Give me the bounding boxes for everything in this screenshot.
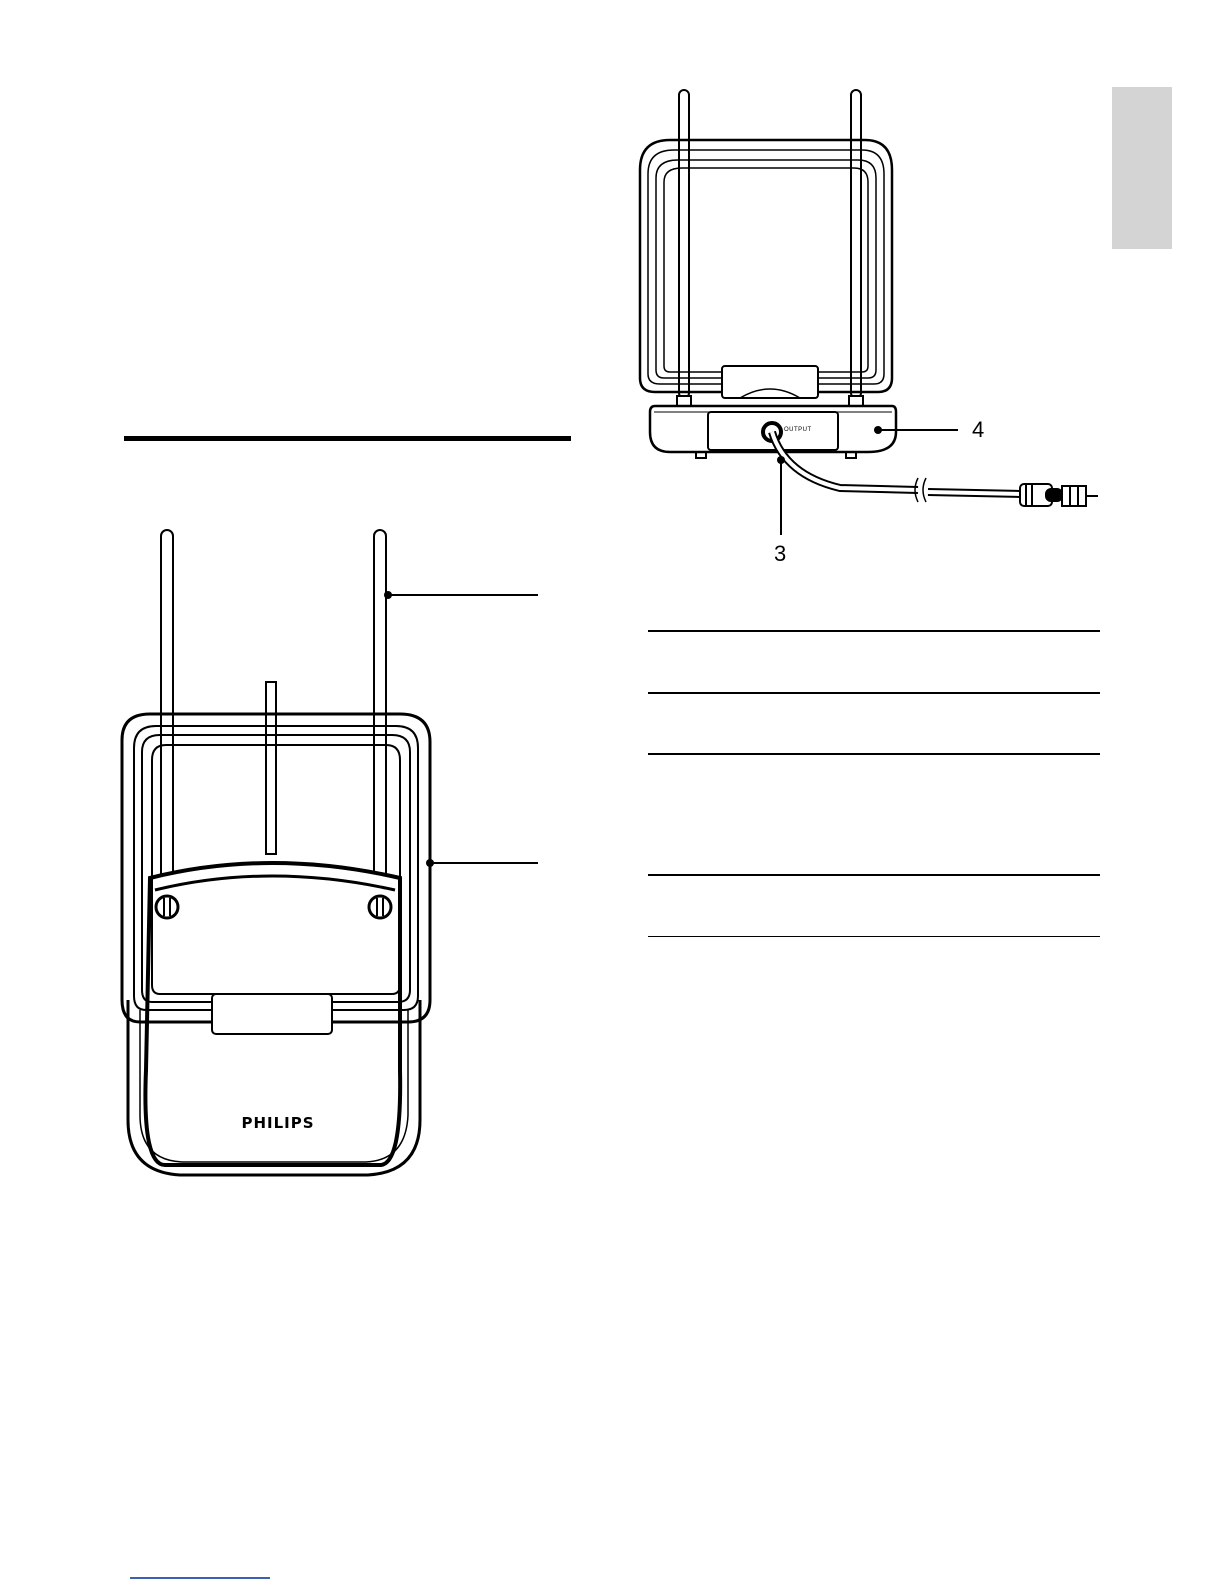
table-rule-5 [648, 936, 1100, 937]
rear-left-rod [679, 90, 689, 398]
rear-center-clamp [722, 366, 818, 398]
table-rule-3 [648, 753, 1100, 755]
table-rule-1 [648, 630, 1100, 632]
output-port-label: OUTPUT [784, 427, 812, 433]
table-rule-4 [648, 874, 1100, 876]
callout-4: 4 [972, 417, 985, 442]
brand-logo-text: PHILIPS [241, 1114, 315, 1132]
callout-3: 3 [774, 541, 787, 566]
footer-link-underline[interactable] [130, 1577, 270, 1579]
table-rule-2 [648, 692, 1100, 694]
rear-right-rod [851, 90, 861, 398]
